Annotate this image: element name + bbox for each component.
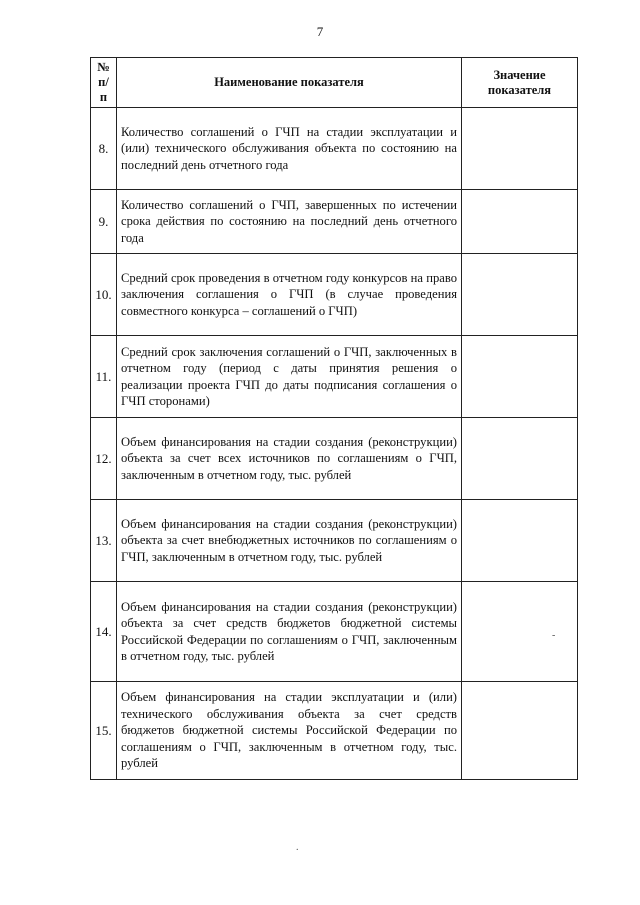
table-row xyxy=(91,254,578,336)
row-indicator-value[interactable] xyxy=(462,190,578,254)
table-row xyxy=(91,108,578,190)
indicators-table xyxy=(90,57,578,780)
table-header-row xyxy=(91,58,578,108)
table-row xyxy=(91,336,578,418)
row-indicator-name: Объем финансирования на стадии эксплуатации и (или) технического обслуживания объекта за счет средств бюджетов бюджетной системы Российской Федерации по соглашениям о ГЧП, заключенным в отчетном году, тыс. рублей xyxy=(117,682,462,780)
row-number: 10. xyxy=(91,254,117,336)
row-indicator-name: Количество соглашений о ГЧП на стадии эксплуатации и (или) технического обслуживания объекта по состоянию на последний день отчетного года xyxy=(117,108,462,190)
page-number: 7 xyxy=(316,24,324,39)
header-indicator-name: Наименование показателя xyxy=(117,58,462,108)
row-indicator-name: Объем финансирования на стадии создания (реконструкции) объекта за счет внебюджетных источников по соглашениям о ГЧП, заключенным в отчетном году, тыс. рублей xyxy=(117,500,462,582)
row-indicator-value[interactable] xyxy=(462,500,578,582)
row-number: 11. xyxy=(91,336,117,418)
table-row xyxy=(91,190,578,254)
row-indicator-value[interactable] xyxy=(462,682,578,780)
row-number: 13. xyxy=(91,500,117,582)
table-row xyxy=(91,682,578,780)
row-indicator-name: Объем финансирования на стадии создания (реконструкции) объекта за счет средств бюджетов бюджетной системы Российской Федерации по соглашениям о ГЧП, заключенным в отчетном году, тыс. рублей xyxy=(117,582,462,682)
table-row xyxy=(91,582,578,682)
header-number: № п/п xyxy=(91,58,117,108)
row-indicator-name: Количество соглашений о ГЧП, завершенных по истечении срока действия по состоянию на последний день отчетного года xyxy=(117,190,462,254)
row-indicator-name: Средний срок проведения в отчетном году конкурсов на право заключения соглашения о ГЧП (в случае проведения совместного конкурса – соглашений о ГЧП) xyxy=(117,254,462,336)
row-indicator-value[interactable] xyxy=(462,418,578,500)
header-indicator-value: Значение показателя xyxy=(462,58,578,108)
row-number: 12. xyxy=(91,418,117,500)
row-indicator-name: Средний срок заключения соглашений о ГЧП, заключенных в отчетном году (период с даты принятия решения о реализации проекта ГЧП до даты подписания соглашения о ГЧП сторонами) xyxy=(117,336,462,418)
row-number: 9. xyxy=(91,190,117,254)
row-indicator-name: Объем финансирования на стадии создания (реконструкции) объекта за счет всех источников по соглашениям о ГЧП, заключенным в отчетном году, тыс. рублей xyxy=(117,418,462,500)
row-indicator-value[interactable] xyxy=(462,254,578,336)
row-number: 15. xyxy=(91,682,117,780)
scan-speck: - xyxy=(552,630,556,641)
row-indicator-value[interactable] xyxy=(462,108,578,190)
row-indicator-value[interactable] xyxy=(462,336,578,418)
row-number: 14. xyxy=(91,582,117,682)
table-row xyxy=(91,418,578,500)
table-row xyxy=(91,500,578,582)
row-number: 8. xyxy=(91,108,117,190)
row-indicator-value[interactable] xyxy=(462,582,578,682)
scan-speck: . xyxy=(296,842,299,853)
